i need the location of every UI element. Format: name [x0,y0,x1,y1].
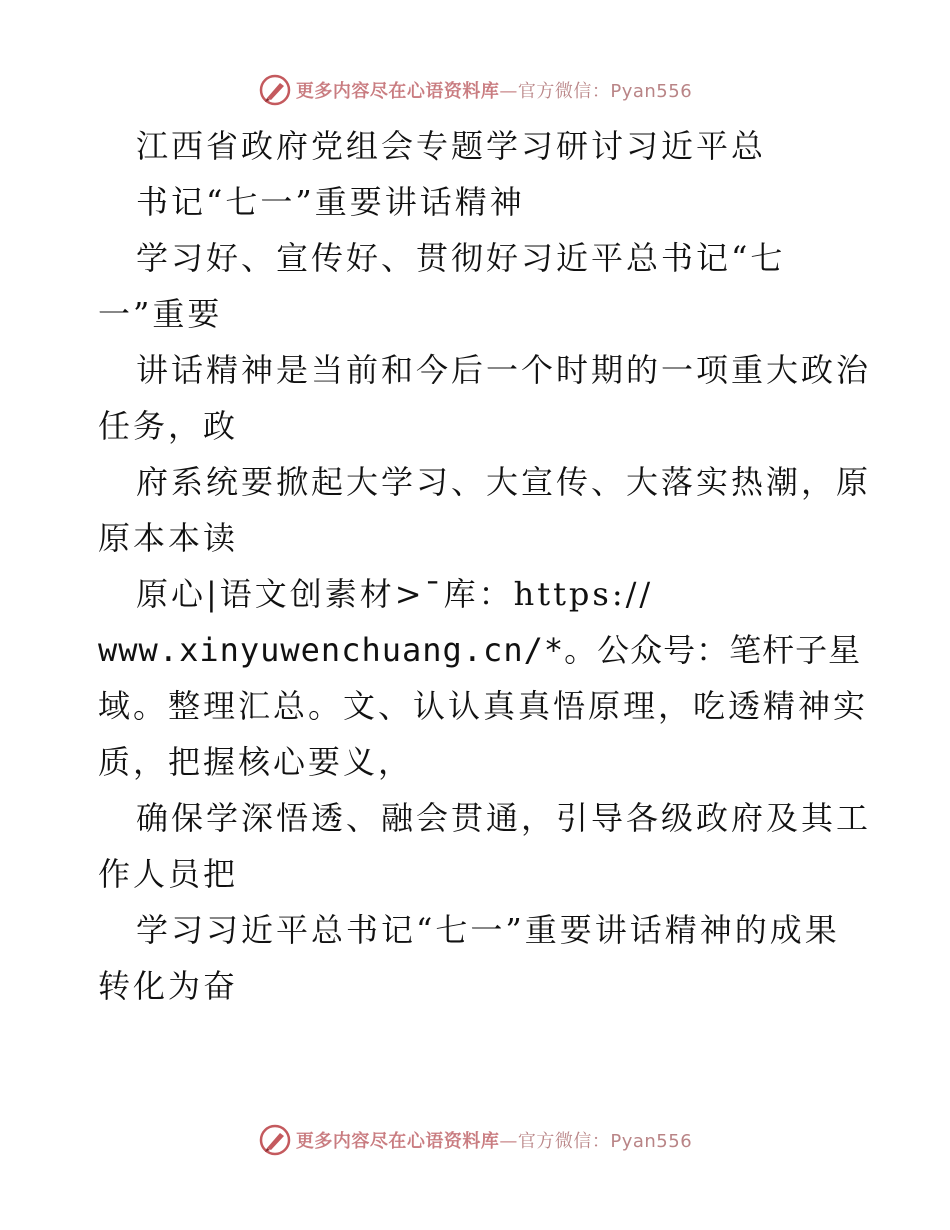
text-line-5: 讲话精神是当前和今后一个时期的一项重大政治 [136,351,872,389]
text-line-12: 质，把握核心要义， [98,743,414,781]
pen-logo-icon [258,1123,292,1157]
pen-logo-icon [258,73,292,107]
text-line-7: 府系统要掀起大学习、大宣传、大落实热潮，原 [136,463,872,501]
text-line-2: 书记“七一”重要讲话精神 [136,183,525,221]
text-line-8: 原本本读 [98,519,239,557]
text-line-14: 作人员把 [98,855,239,893]
text-line-4: 一”重要 [98,295,223,333]
header-watermark-text [296,77,692,103]
text-line-6: 任务，政 [98,407,239,445]
header-watermark-banner [0,70,950,110]
footer-watermark-text [296,1127,692,1153]
text-line-9: 原心|语文创素材>¯库：https:// [136,575,654,613]
document-body [98,118,872,1014]
text-line-13: 确保学深悟透、融会贯通，引导各级政府及其工 [136,799,872,837]
footer-wechat: 官方微信：Pyan556 [517,1131,693,1152]
text-line-3: 学习好、宣传好、贯彻好习近平总书记“七 [136,239,786,277]
footer-brand: 更多内容尽在心语资料库 [295,1131,500,1152]
text-line-15: 学习习近平总书记“七一”重要讲话精神的成果 [136,911,840,949]
text-line-16: 转化为奋 [98,967,239,1005]
footer-watermark-banner [0,1120,950,1160]
text-line-10: www.xinyuwenchuang.cn/*。公众号：笔杆子星 [98,631,862,669]
header-separator: — [499,81,518,102]
header-brand: 更多内容尽在心语资料库 [295,81,500,102]
text-line-11: 域。整理汇总。文、认认真真悟原理，吃透精神实 [98,687,869,725]
header-wechat: 官方微信：Pyan556 [517,81,693,102]
footer-separator: — [499,1131,518,1152]
text-line-1: 江西省政府党组会专题学习研讨习近平总 [136,127,767,165]
